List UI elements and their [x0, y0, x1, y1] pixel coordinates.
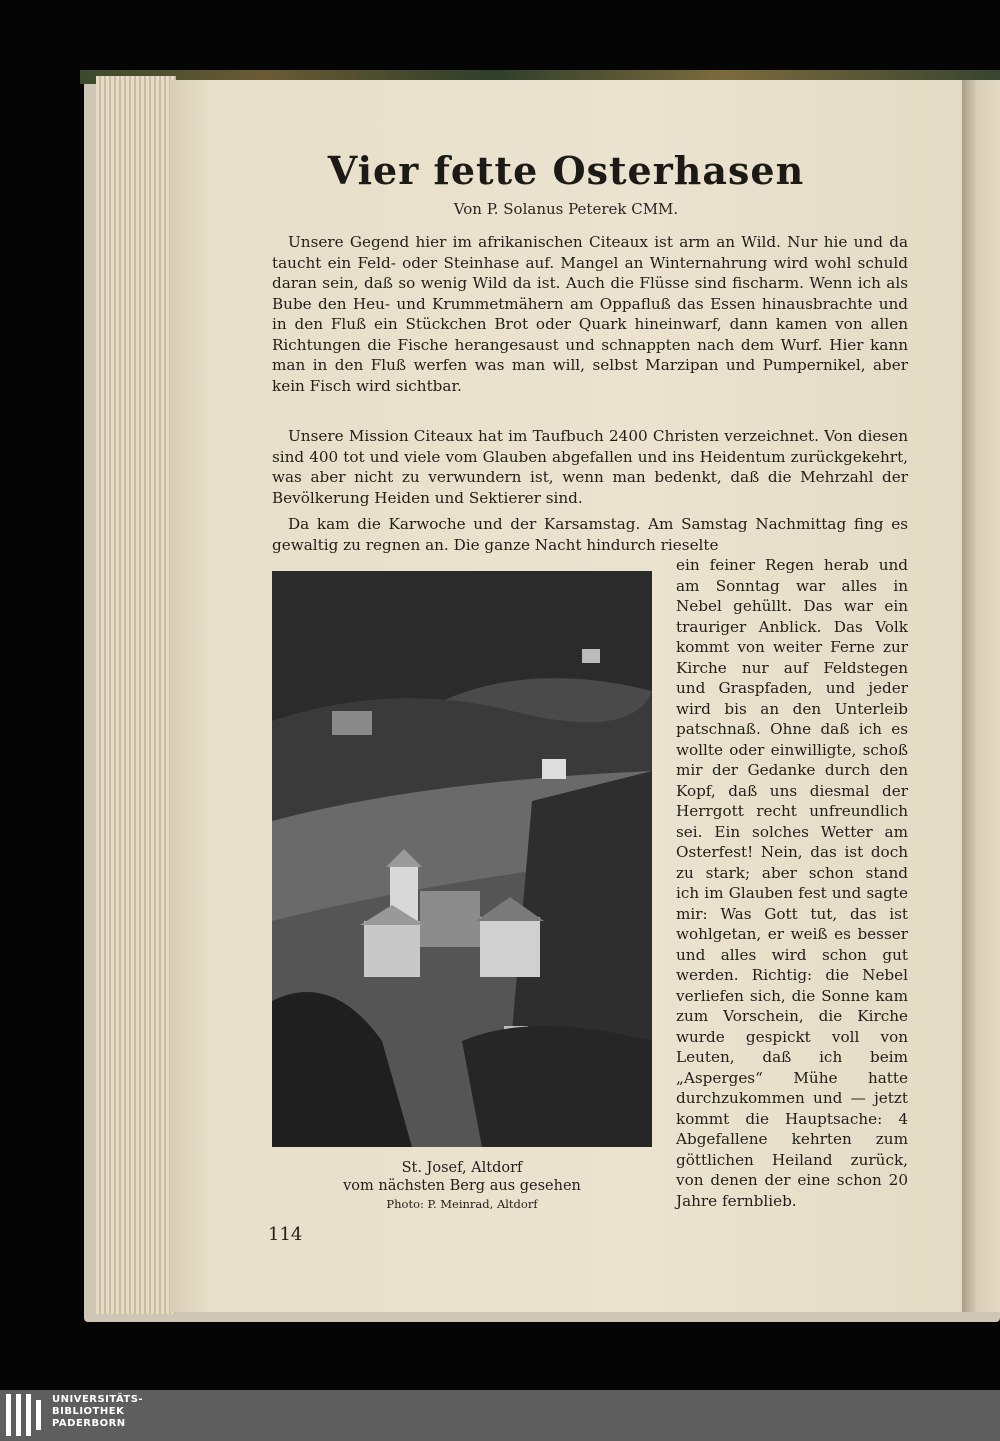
facing-page-edge	[962, 80, 1000, 1312]
village-photo	[272, 571, 652, 1147]
library-name-line3: PADERBORN	[52, 1418, 126, 1429]
library-name-line2: BIBLIOTHEK	[52, 1406, 125, 1417]
right-column-text: ein feiner Regen herab und am Sonntag war alles in Nebel gehüllt. Das war ein trauriger Anblick. Das Volk kommt von weiter Ferne zur Kirche nur auf Feldstegen und Graspfaden, und jeder wird bis an den Unterleib patschnaß. Ohne daß ich es wollte oder einwilligte, schoß mir der Gedanke durch den Kopf, daß uns diesmal der Herrgott recht unfreundlich sei. Ein solches Wetter am Osterfest! Nein, das ist doch zu stark; aber schon stand ich im Glauben fest und sagte mir: Was Gott tut, das ist wohlgetan, er weiß es besser und alles wird schon gut werden. Richtig: die Nebel verliefen sich, die Sonne kam zum Vorschein, die Kirche wurde gespickt voll von Leuten, daß ich beim „Asperges“ Mühe hatte durchzukommen und — jetzt kommt die Hauptsache: 4 Abgefallene kehrten zum göttlichen Heiland zurück, von denen der eine schon 20 Jahre fernblieb.	[676, 556, 908, 1210]
article-title: Vier fette Osterhasen	[327, 148, 805, 193]
library-logo-icon	[6, 1394, 46, 1436]
photo-caption-line2: vom nächsten Berg aus gesehen	[343, 1178, 581, 1194]
paragraph-3: Da kam die Karwoche und der Karsamstag. Am Samstag Nachmittag fing es gewaltig zu regnen an. Die ganze Nacht hindurch rieselte	[272, 515, 908, 554]
library-footer	[0, 1390, 1000, 1441]
photo-credit: Photo: P. Meinrad, Altdorf	[386, 1197, 538, 1211]
library-name-line1: UNIVERSITÄTS-	[52, 1394, 144, 1405]
paragraph-1: Unsere Gegend hier im afrikanischen Citeaux ist arm an Wild. Nur hie und da taucht ein Feld- oder Steinhase auf. Mangel an Winternahrung wird wohl schuld daran sein, daß so wenig Wild da ist. Auch die Flüsse sind fischarm. Wenn ich als Bube den Heu- und Krummetmähern am Oppafluß das Essen hinausbrachte und in den Fluß ein Stückchen Brot oder Quark hineinwarf, dann kamen von allen Richtungen die Fische herangesaust und schnappten nach dem Wurf. Hier kann man in den Fluß werfen was man will, selbst Marzipan und Pumpernikel, aber kein Fisch wird sichtbar.	[272, 233, 908, 395]
paragraph-2: Unsere Mission Citeaux hat im Taufbuch 2400 Christen verzeichnet. Von diesen sind 400 tot und viele vom Glauben abgefallen und ins Heidentum zurückgekehrt, was aber nicht zu verwundern ist, wenn man bedenkt, daß die Mehrzahl der Bevölkerung Heiden und Sektierer sind.	[272, 427, 908, 507]
page-stack-edge	[96, 76, 176, 1314]
photo-caption-line1: St. Josef, Altdorf	[401, 1160, 523, 1176]
article-byline: Von P. Solanus Peterek CMM.	[453, 200, 679, 218]
page-number: 114	[268, 1224, 303, 1245]
